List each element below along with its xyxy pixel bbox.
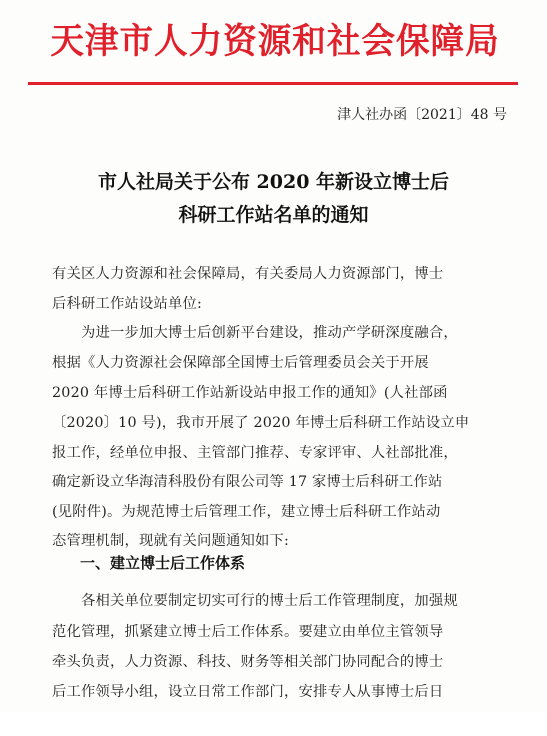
document-number: 津人社办函〔2021〕48 号 [337, 107, 507, 123]
body-line: 后科研工作站设站单位: [52, 296, 202, 312]
body-line: 态管理机制，现就有关问题通知如下: [52, 533, 289, 549]
body-line: 各相关单位要制定切实可行的博士后工作管理制度，加强规 [81, 593, 458, 609]
body-line: 〔2020〕10 号)，我市开展了 2020 年博士后科研工作站设立申 [52, 415, 470, 431]
body-line: 确定新设立华海清科股份有限公司等 17 家博士后科研工作站 [52, 474, 443, 490]
section-heading: 一、建立博士后工作体系 [80, 554, 246, 572]
body-line: 2020 年博士后科研工作站新设站申报工作的通知》(人社部函 [52, 385, 448, 401]
body-line: 根据《人力资源社会保障部全国博士后管理委员会关于开展 [52, 355, 429, 371]
document-title-line-2: 科研工作站名单的通知 [178, 204, 369, 226]
letterhead-red-rule [28, 82, 518, 85]
body-line: 后工作领导小组，设立日常工作部门，安排专人从事博士后日 [52, 684, 444, 700]
body-line: 报工作，经单位申报、主管部门推荐、专家评审、人社部批准， [52, 445, 458, 461]
document-title-line-1: 市人社局关于公布 2020 年新设立博士后 [97, 171, 450, 193]
body-line: 为进一步加大博士后创新平台建设，推动产学研深度融合， [81, 325, 458, 341]
body-line: 牵头负责，人力资源、科技、财务等相关部门协同配合的博士 [52, 654, 444, 670]
body-line: 有关区人力资源和社会保障局，有关委局人力资源部门，博士 [52, 266, 444, 282]
body-line: 范化管理，抓紧建立博士后工作体系。要建立由单位主管领导 [52, 624, 444, 640]
agency-letterhead: 天津市人力资源和社会保障局 [50, 21, 500, 62]
body-line: (见附件)。为规范博士后管理工作，建立博士后科研工作站动 [52, 504, 441, 520]
page-bottom-margin [0, 712, 547, 736]
